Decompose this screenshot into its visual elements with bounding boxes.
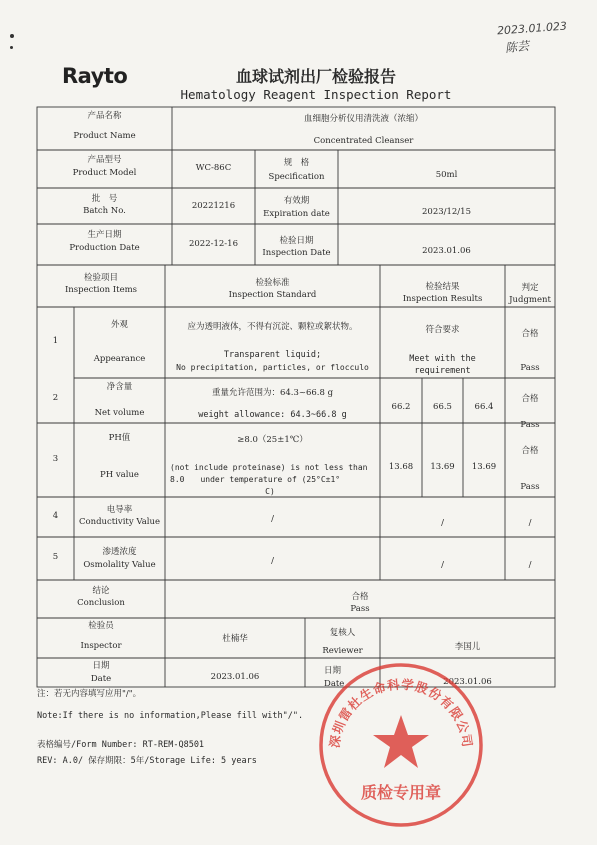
batch-value: 20221216 — [191, 201, 236, 211]
inspector-date: 2023.01.06 — [210, 672, 260, 682]
row-judgment: / — [528, 560, 532, 570]
reviewer-label-en: Reviewer — [322, 646, 363, 656]
row-item-cn: 外观 — [110, 320, 128, 330]
handwritten-date: 2023.01.023 — [496, 19, 568, 38]
header-standard-cn: 检验标准 — [255, 278, 290, 288]
model-label-cn: 产品型号 — [87, 155, 122, 165]
reviewer-label-cn: 复核人 — [329, 628, 356, 638]
note-cn: 注：若无内容填写应用"/"。 — [37, 689, 142, 699]
note-en: Note:If there is no information,Please fill with"/". — [37, 711, 304, 721]
inspector-name: 杜楠华 — [222, 634, 248, 644]
revision: REV: A.0/ 保存期限：5年/Storage Life: 5 years — [37, 756, 257, 766]
row-result-value: 66.5 — [433, 402, 452, 412]
reviewer-name: 李国儿 — [454, 642, 481, 652]
row-number: 3 — [52, 454, 59, 464]
row-result-value: 13.69 — [471, 462, 497, 472]
stamp-star-icon — [373, 715, 429, 768]
row-judgment-cn: 合格 — [521, 394, 539, 404]
row-number: 4 — [52, 511, 59, 521]
row-standard-en: 8.0 under temperature of (25°C±1° — [170, 475, 341, 484]
row-result: / — [441, 518, 444, 528]
model-value: WC-86C — [195, 163, 232, 173]
row-number: 1 — [52, 336, 59, 346]
reviewer-date-label-en: Date — [324, 679, 345, 689]
row-judgment-en: Pass — [520, 420, 540, 430]
handwritten-signature: 陈芸 — [504, 38, 530, 56]
insp-date-label-en: Inspection Date — [262, 248, 331, 258]
product-name-label-en: Product Name — [73, 131, 136, 141]
conclusion-label-en: Conclusion — [77, 598, 125, 608]
row-judgment-cn: 合格 — [521, 329, 539, 339]
product-name-cn: 血细胞分析仪用清洗液（浓缩） — [303, 114, 423, 124]
row-item-en: Appearance — [93, 354, 146, 364]
row-standard-en: (not include proteinase) is not less than — [170, 463, 368, 472]
row-standard-en: Transparent liquid; — [223, 350, 322, 360]
product-name-label-cn: 产品名称 — [87, 111, 122, 121]
row-standard-en: No precipitation, particles, or flocculo — [176, 363, 369, 372]
row-standard-en: weight allowance: 64.3~66.8 g — [198, 410, 347, 420]
row-standard-cn: ≥8.0（25±1℃） — [237, 435, 308, 445]
conclusion-value-en: Pass — [350, 604, 370, 614]
row-item-cn: 净含量 — [106, 382, 133, 392]
row-standard: / — [271, 556, 274, 566]
expiry-label-cn: 有效期 — [283, 196, 310, 206]
expiry-label-en: Expiration date — [263, 209, 330, 219]
row-standard: / — [271, 514, 274, 524]
header-results-en: Inspection Results — [402, 294, 483, 304]
reviewer-date-label-cn: 日期 — [324, 666, 342, 676]
row-item-en: PH value — [100, 470, 139, 480]
batch-label-cn: 批 号 — [91, 194, 118, 204]
spec-value: 50ml — [435, 170, 458, 180]
inspector-label-cn: 检验员 — [88, 621, 114, 631]
row-standard-en: C) — [265, 487, 275, 496]
product-name-en: Concentrated Cleanser — [313, 136, 414, 146]
row-standard-cn: 重量允许范围为：64.3~66.8 g — [211, 388, 334, 398]
row-standard-cn: 应为透明液体，不得有沉淀、颗粒或絮状物。 — [187, 322, 358, 332]
row-judgment-en: Pass — [520, 482, 540, 492]
insp-date-label-cn: 检验日期 — [279, 236, 314, 246]
stamp-label: 质检专用章 — [360, 783, 442, 802]
date-label-en: Date — [90, 674, 112, 684]
row-result-en: Meet with the — [409, 354, 476, 364]
row-number: 5 — [52, 552, 59, 562]
header-judgment-cn: 判定 — [521, 283, 539, 293]
header-judgment-en: Judgment — [509, 295, 551, 305]
form-number: 表格编号/Form Number: RT-REM-Q8501 — [37, 740, 205, 750]
row-item-en: Net volume — [94, 408, 145, 418]
row-result-value: 13.68 — [388, 462, 414, 472]
row-judgment-cn: 合格 — [521, 446, 539, 456]
row-result-value: 66.4 — [474, 402, 494, 412]
prod-date-label-cn: 生产日期 — [87, 230, 122, 240]
row-number: 2 — [52, 393, 59, 403]
conclusion-label-cn: 结论 — [92, 586, 110, 596]
header-results-cn: 检验结果 — [425, 282, 460, 292]
row-result-en: requirement — [414, 366, 471, 376]
row-result-cn: 符合要求 — [425, 325, 460, 335]
expiry-value: 2023/12/15 — [422, 207, 471, 217]
quality-inspection-stamp — [316, 660, 486, 830]
model-label-en: Product Model — [72, 168, 137, 178]
report-title-cn: 血球试剂出厂检验报告 — [235, 67, 396, 86]
conclusion-value-cn: 合格 — [351, 592, 369, 602]
batch-label-en: Batch No. — [83, 206, 126, 216]
inspector-label-en: Inspector — [80, 641, 122, 651]
row-result-value: 13.69 — [430, 462, 455, 472]
header-standard-en: Inspection Standard — [228, 290, 317, 300]
header-items-cn: 检验项目 — [83, 273, 118, 283]
header-items-en: Inspection Items — [64, 285, 138, 295]
prod-date-label-en: Production Date — [69, 243, 140, 253]
row-judgment-en: Pass — [520, 363, 540, 373]
prod-date-value: 2022-12-16 — [188, 239, 238, 249]
row-item-cn: 电导率 — [106, 505, 133, 515]
company-logo: Rayto — [62, 64, 128, 88]
row-item-cn: PH值 — [108, 433, 131, 443]
spec-label-en: Specification — [268, 172, 325, 182]
row-item-en: Osmolality Value — [83, 560, 156, 570]
row-result: / — [441, 560, 444, 570]
row-result-value: 66.2 — [391, 402, 411, 412]
reviewer-date: 2023.01.06 — [443, 677, 492, 687]
stamp-company-text: 深圳雷杜生命科学股份有限公司 — [326, 676, 476, 749]
insp-date-value: 2023.01.06 — [422, 246, 471, 256]
row-item-en: Conductivity Value — [79, 517, 160, 527]
spec-label-cn: 规 格 — [283, 158, 310, 168]
row-item-cn: 渗透浓度 — [102, 547, 137, 557]
date-label-cn: 日期 — [92, 661, 110, 671]
row-judgment: / — [528, 518, 532, 528]
report-title-en: Hematology Reagent Inspection Report — [180, 87, 452, 102]
